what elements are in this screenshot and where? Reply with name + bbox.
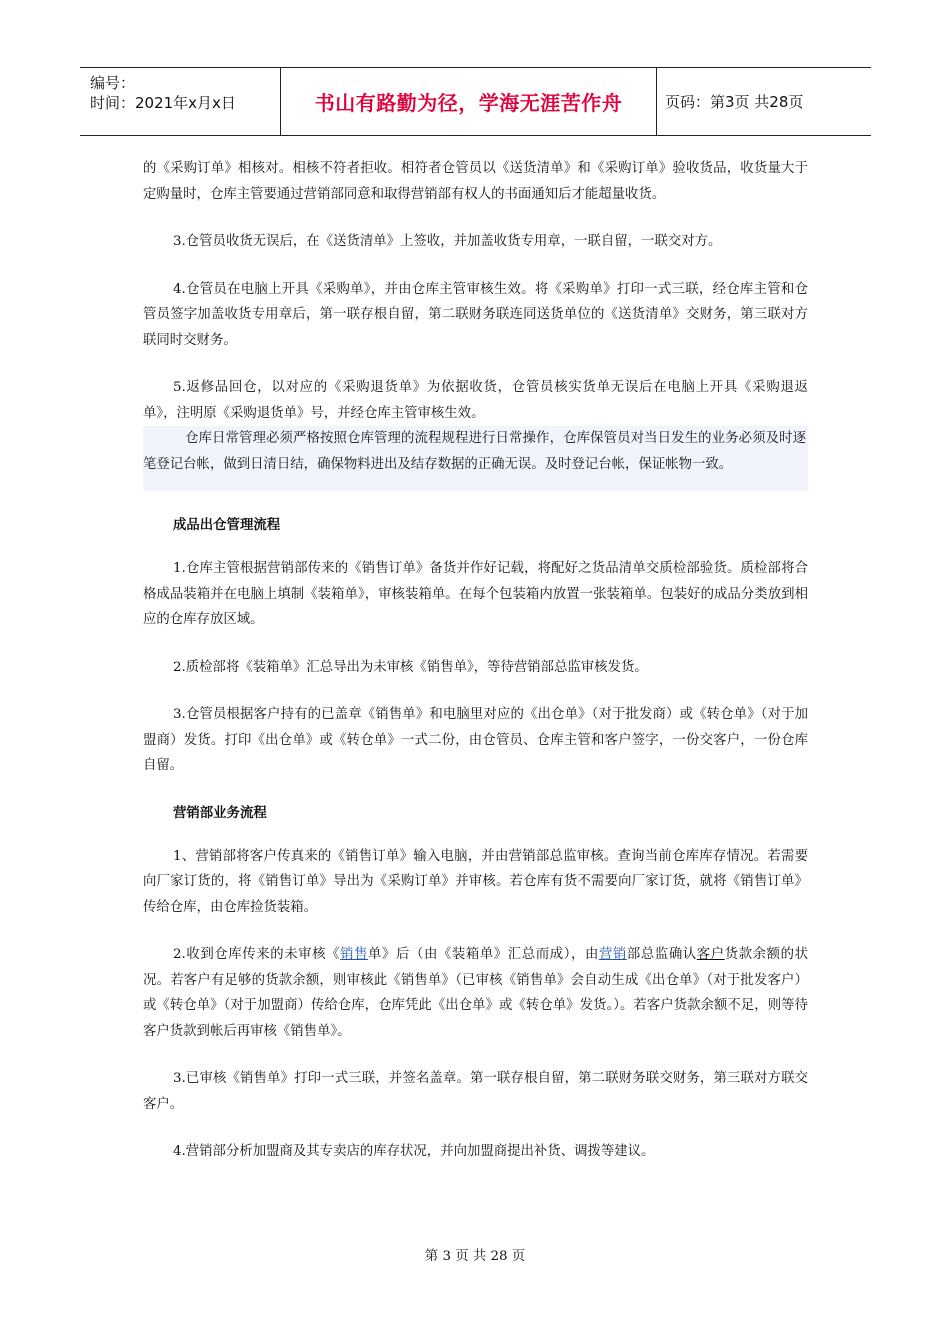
header-page-code: 页码：第3页 共28页 [665, 93, 804, 111]
header-motto-cell [281, 68, 657, 135]
header-motto: 书山有路勤为径，学海无涯苦作舟 [314, 91, 623, 115]
text-run: 部总监确认 [626, 947, 697, 962]
doc-time-label: 时间：2021年x月x日 [90, 94, 236, 112]
paragraph: 4.营销部分析加盟商及其专卖店的库存状况，并向加盟商提出补货、调拨等建议。 [173, 1144, 655, 1159]
paragraph: 3.仓管员根据客户持有的已盖章《销售单》和电脑里对应的《出仓单》（对于批发商）或《转仓单》（对于加盟商）发货。打印《出仓单》或《转仓单》一式二份，由仓管员、仓库主管和客户签字，一份交客户，一份仓库自留。 [143, 707, 808, 773]
section-heading: 成品出仓管理流程 [173, 518, 281, 533]
header-page-cell [657, 68, 871, 135]
link-marketing[interactable]: 营销 [598, 947, 627, 962]
paragraph: 1.仓库主管根据营销部传来的《销售订单》备货并作好记载，将配好之货品清单交质检部验货。质检部将合格成品装箱并在电脑上填制《装箱单》，审核装箱单。在每个包装箱内放置一张装箱单。包装好的成品分类放到相应的仓库存放区域。 [143, 561, 808, 627]
paragraph: 1、营销部将客户传真来的《销售订单》输入电脑，并由营销部总监审核。查询当前仓库库存情况。若需要向厂家订货的，将《销售订单》导出为《采购订单》并审核。若仓库有货不需要向厂家订货，就将《销售订单》传给仓库，由仓库捡货装箱。 [143, 848, 808, 915]
page-header [80, 67, 871, 136]
underlined-text: 客户 [696, 947, 725, 962]
text-run: 单》后（由《装箱单》汇总而成），由 [368, 947, 599, 962]
text-run: 2.收到仓库传来的未审核《 [173, 947, 341, 962]
paragraph: 4.仓管员在电脑上开具《采购单》，并由仓库主管审核生效。将《采购单》打印一式三联，经仓库主管和仓管员签字加盖收货专用章后，第一联存根自留，第二联财务联连同送货单位的《送货清单》交财务，第三联对方联同时交财务。 [143, 281, 808, 348]
paragraph: 3.仓管员收货无误后，在《送货清单》上签收，并加盖收货专用章，一联自留，一联交对方。 [173, 234, 722, 249]
document-body [143, 156, 808, 1165]
header-meta [80, 68, 281, 135]
paragraph: 3.已审核《销售单》打印一式三联，并签名盖章。第一联存根自留，第二联财务联交财务，第三联对方联交客户。 [143, 1071, 808, 1112]
link-sales[interactable]: 销售 [340, 947, 369, 962]
paragraph: 2.质检部将《装箱单》汇总导出为未审核《销售单》，等待营销部总监审核发货。 [173, 659, 648, 675]
text-run: 货款余额的状况。若客户有足够的货款余额，则审核此《销售单》（已审核《销售单》会自动生成《出仓单》（对于批发客户）或《转仓单》（对于加盟商）传给仓库，仓库凭此《出仓单》或《转仓单》发货。）。若客户货款余额不足，则等待客户货款到帐后再审核《销售单》。 [143, 947, 809, 1039]
highlighted-note [143, 426, 808, 491]
page-footer: 第 3 页 共 28 页 [424, 1249, 526, 1264]
paragraph: 仓库日常管理必须严格按照仓库管理的流程规程进行日常操作，仓库保管员对当日发生的业务必须及时逐笔登记台帐，做到日清日结，确保物料进出及结存数据的正确无误。及时登记台帐，保证帐物一致。 [143, 431, 806, 472]
paragraph-with-links [143, 942, 808, 1044]
doc-number-label: 编号： [90, 74, 136, 92]
paragraph: 5.返修品回仓，以对应的《采购退货单》为依据收货，仓管员核实货单无误后在电脑上开具《采购退返单》，注明原《采购退货单》号，并经仓库主管审核生效。 [143, 380, 808, 421]
paragraph: 的《采购订单》相核对。相核不符者拒收。相符者仓管员以《送货清单》和《采购订单》验收货品，收货量大于定购量时，仓库主管要通过营销部同意和取得营销部有权人的书面通知后才能超量收货。 [143, 161, 808, 202]
section-heading: 营销部业务流程 [173, 805, 267, 821]
